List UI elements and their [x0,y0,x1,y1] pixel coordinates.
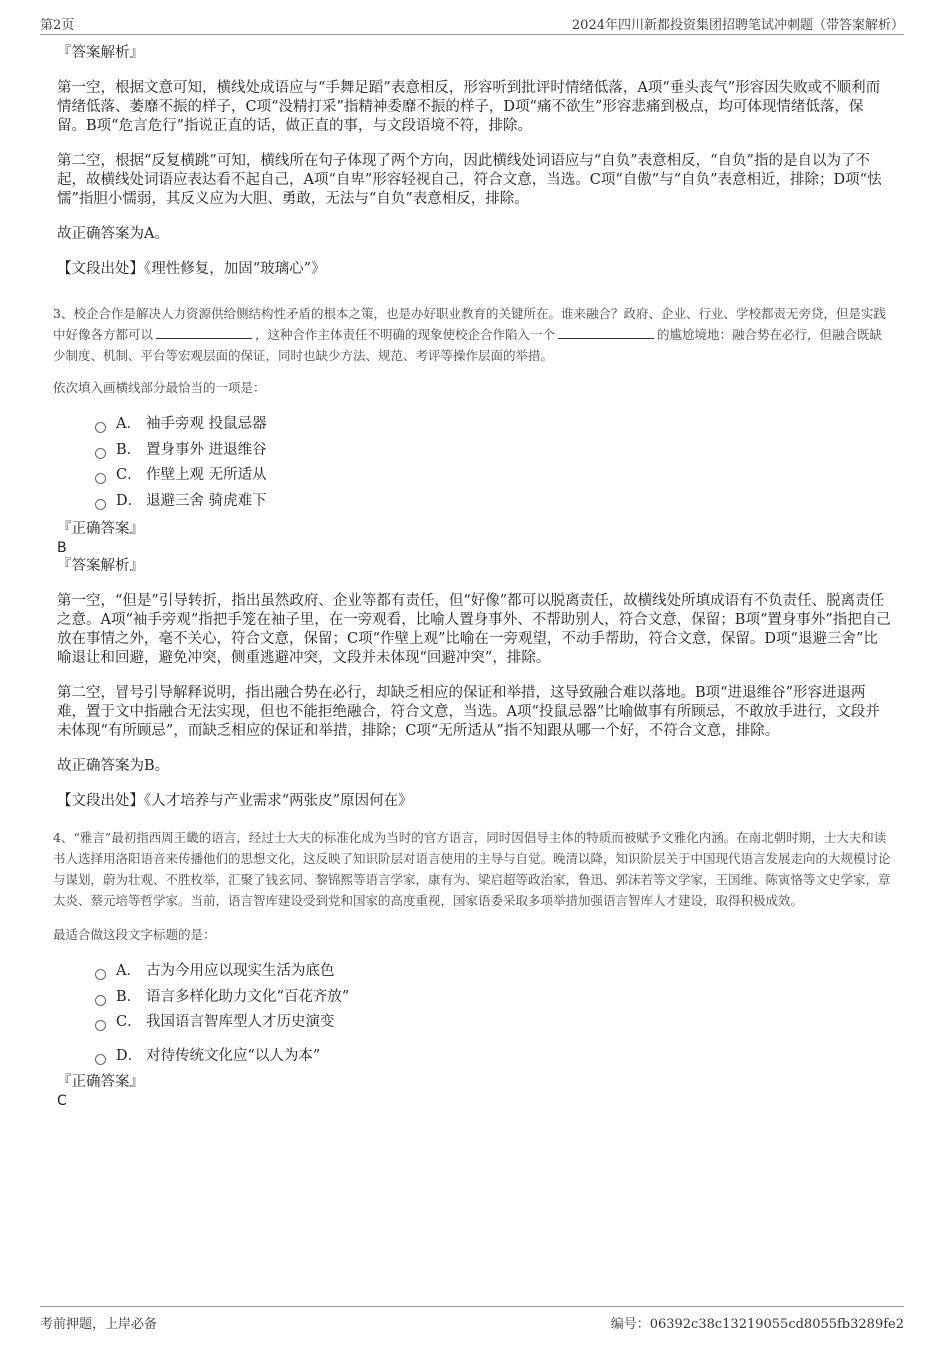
radio-button[interactable] [95,448,106,459]
q4-answer-label: 『正确答案』 [57,1074,144,1090]
page-number: 第2页 [40,18,75,33]
q4-option-a[interactable]: A． 古为今用应以现实生活为底色 [95,959,892,985]
q3-blank-2 [558,326,654,339]
q3-option-c[interactable]: C． 作壁上观 无所适从 [95,463,892,489]
page-footer [40,1306,904,1331]
q3-option-b[interactable]: B． 置身事外 进退维谷 [95,438,892,464]
page-header [40,12,904,35]
radio-button[interactable] [95,473,106,484]
q3-blank-1 [156,326,252,339]
radio-button[interactable] [95,1054,106,1065]
q3-analysis-p2: 第二空，冒号引导解释说明，指出融合势在必行，却缺乏相应的保证和举措，这导致融合难以落地。B项“进退维谷”形容进退两难，置于文中指融合无法实现，但也不能拒绝融合，符合文意，当选。A项“投鼠忌器”比喻做事有所顾忌，不敢放手进行，文段并未体现“有所顾忌”，而缺乏相应的保证和举措，排除；C项“无所适从”指不知跟从哪一个好，不符合文意，排除。 [57,685,880,739]
document-code: 编号：06392c38c13219055cd8055fb3289fe2 [610,1317,904,1332]
q2-source: 【文段出处】《理性修复，加固“玻璃心”》 [57,261,326,277]
q2-conclusion: 故正确答案为A。 [57,226,169,242]
q2-analysis-label: 『答案解析』 [57,45,144,61]
document-title: 2024年四川新都投资集团招聘笔试冲刺题（带答案解析） [571,18,904,33]
radio-button[interactable] [95,422,106,433]
radio-button[interactable] [95,1020,106,1031]
q4-prompt: 最适合做这段文字标题的是： [53,927,216,942]
radio-button[interactable] [95,995,106,1006]
q3-option-a[interactable]: A． 袖手旁观 投鼠忌器 [95,412,892,438]
q3-stem: 3、校企合作是解决人力资源供给侧结构性矛盾的根本之策，也是办好职业教育的关键所在。谁来融合？政府、企业、行业、学校都责无旁贷，但是实践中好像各方都可以 ，这种合作主体责任不明确的现象使校企合作陷入一个 的尴尬境地：融合势在必行，但融合既缺少制度、机制、平台等宏观层面的保证，同时也缺少方法、规范、考评等操作层面的举措。 [53,306,886,363]
q3-options [95,412,892,514]
footer-slogan: 考前押题，上岸必备 [40,1317,158,1332]
q3-answer: B [57,540,67,556]
q4-stem: 4、“雅言”最初指西周王畿的语言，经过士大夫的标准化成为当时的官方语言，同时因倡导主体的特质而被赋予文雅化内涵。在南北朝时期，士大夫和读书人选择用洛阳语音来传播他们的思想文化，这反映了知识阶层对语言使用的主导与自觉。晚清以降，知识阶层关于中国现代语言发展走向的大规模讨论与谋划，蔚为壮观、不胜枚举，汇聚了钱玄同、黎锦熙等语言学家，康有为、梁启超等政治家，鲁迅、郭沫若等文学家，王国维、陈寅恪等文史学家，章太炎、蔡元培等哲学家。当前，语言智库建设受到党和国家的高度重视，国家语委采取多项举措加强语言智库人才建设，取得积极成效。 [53,830,891,908]
q3-answer-label: 『正确答案』 [57,521,144,537]
q4-option-b[interactable]: B． 语言多样化助力文化“百花齐放” [95,985,892,1011]
radio-button[interactable] [95,969,106,980]
q3-conclusion: 故正确答案为B。 [57,758,170,774]
q3-analysis-p1: 第一空，“但是”引导转折，指出虽然政府、企业等都有责任，但“好像”都可以脱离责任，故横线处所填成语有不负责任、脱离责任之意。A项“袖手旁观”指把手笼在袖子里，在一旁观看，比喻人置身事外、不帮助别人，符合文意，保留；B项“置身事外”指把自己放在事情之外，毫不关心，符合文意，保留；C项“作壁上观”比喻在一旁观望，不动手帮助，符合文意，保留。D项“退避三舍”比喻退让和回避，避免冲突，侧重逃避冲突，文段并未体现“回避冲突”，排除。 [57,593,891,666]
q4-options [95,959,892,1069]
q3-source: 【文段出处】《人才培养与产业需求“两张皮”原因何在》 [57,793,413,809]
q2-analysis-p1: 第一空，根据文意可知，横线处成语应与“手舞足蹈”表意相反，形容听到批评时情绪低落，A项“垂头丧气”形容因失败或不顺利而情绪低落、萎靡不振的样子，C项“没精打采”指精神委靡不振的样子，D项“痛不欲生”形容悲痛到极点，均可体现情绪低落，保留。B项“危言危行”指说正直的话，做正直的事，与文段语境不符，排除。 [57,80,881,134]
q3-analysis-label: 『答案解析』 [57,558,144,574]
q2-analysis-p2: 第二空，根据“反复横跳”可知，横线所在句子体现了两个方向，因此横线处词语应与“自负”表意相反，“自负”指的是自以为了不起，故横线处词语应表达看不起自己，A项“自卑”形容轻视自己，符合文意，当选。C项“自傲”与“自负”表意相近，排除；D项“怯懦”指胆小懦弱，其反义应为大胆、勇敢，无法与“自负”表意相反，排除。 [57,153,882,207]
radio-button[interactable] [95,499,106,510]
q3-prompt: 依次填入画横线部分最恰当的一项是： [53,380,266,395]
q4-answer: C [57,1093,67,1109]
q4-option-d[interactable]: D． 对待传统文化应“以人为本” [95,1044,892,1070]
page-content [53,44,892,1110]
q4-option-c[interactable]: C． 我国语言智库型人才历史演变 [95,1010,892,1036]
q3-option-d[interactable]: D． 退避三舍 骑虎难下 [95,489,892,515]
